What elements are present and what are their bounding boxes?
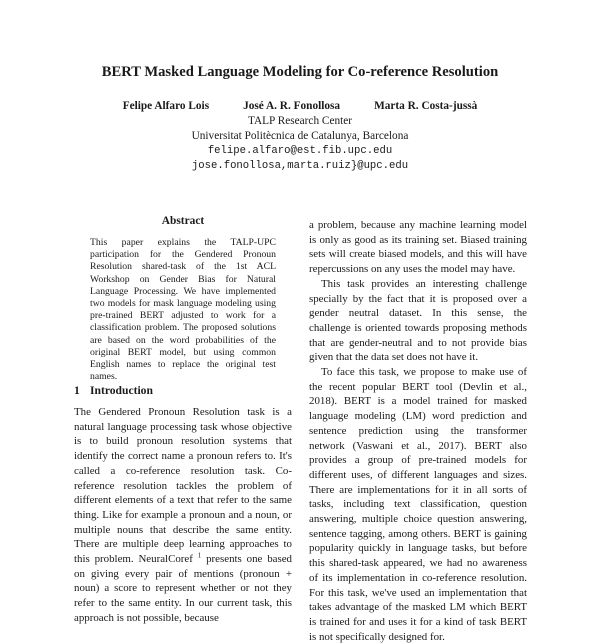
author-names: [0, 99, 600, 114]
abstract-heading: Abstract: [161, 215, 205, 227]
right-paragraph-3: To face this task, we propose to make use of the recent popular BERT tool (Devlin et al., 2018). BERT is a model trained for masked language modeling (LM) word prediction and sentence prediction using the transformer network (Vaswani et al., 2017). BERT also provides a group of pre-trained models for different uses, of different languages and sizes. There are implementations for it in all sorts of tasks, including text classification, question answering, multiple choice question answering, sentence tagging, among others. BERT is gaining popularity quickly in language tasks, but before this shared-task appeared, we had no awareness of its implementation in co-reference resolution. For this task, we've used an implementation that takes advantage of the masked LM which BERT is trained for and uses it for a kind of task BERT is not specifically designed for.: [309, 366, 527, 643]
section-title: Introduction: [90, 384, 153, 397]
intro-text-b: presents one based on giving every pair of mentions (pronoun + noun) a score to represent whether or not they refer to the same entity. In our current task, this approach is not possible, because: [74, 553, 292, 624]
intro-text-a: The Gendered Pronoun Resolution task is a natural language processing task whose objective is to build pronoun resolution systems that identify the correct name a pronoun refers to. It's called a co-reference resolution task. Co-reference resolution tackles the problem of different elements of a text that refer to the same thing. Like for example a pronoun and a noun, or multiple nouns that describe the same entity. There are multiple deep learning approaches to this problem. NeuralCoref: [74, 406, 292, 566]
abstract-text: This paper explains the TALP-UPC participation for the Gendered Pronoun Resolution shared-task of the 1st ACL Workshop on Gender Bias for Natural Language Processing. We have implemented two models for mask language modeling using pre-trained BERT adjusted to work for a classification problem. The proposed solutions are based on the word probabilities of the original BERT model, but using common English names to replace the original test names.: [90, 237, 276, 383]
paper-title: BERT Masked Language Modeling for Co-reference Resolution: [101, 64, 499, 80]
intro-body: [74, 405, 292, 626]
right-paragraph-1: a problem, because any machine learning model is only as good as its training set. Biased training sets will create biased models, and this will have repercussions on any uses the model may have.: [309, 219, 527, 276]
email-1: felipe.alfaro@est.fib.upc.edu: [207, 145, 393, 157]
author-2: José A. R. Fonollosa: [243, 100, 341, 112]
email-2: jose.fonollosa,marta.ruiz}@upc.edu: [191, 160, 409, 172]
section-heading-introduction: [74, 384, 292, 397]
affiliation-center: TALP Research Center: [247, 115, 353, 127]
affiliation-university: Universitat Politècnica de Catalunya, Barcelona: [191, 130, 409, 142]
footnote-marker: 1: [197, 551, 202, 560]
intro-paragraph: [74, 405, 292, 626]
section-number: 1: [74, 384, 80, 397]
author-block: [0, 99, 600, 174]
author-1: Felipe Alfaro Lois: [122, 100, 210, 112]
right-paragraph-2: This task provides an interesting challenge specially by the fact that it is proposed over a gender neutral dataset. In this sense, the challenge is oriented towards proposing methods that are gender-neutral and to not provide bias given that the data set does not have it.: [309, 277, 527, 364]
right-column: [309, 218, 527, 644]
author-3: Marta R. Costa-jussà: [374, 100, 478, 112]
